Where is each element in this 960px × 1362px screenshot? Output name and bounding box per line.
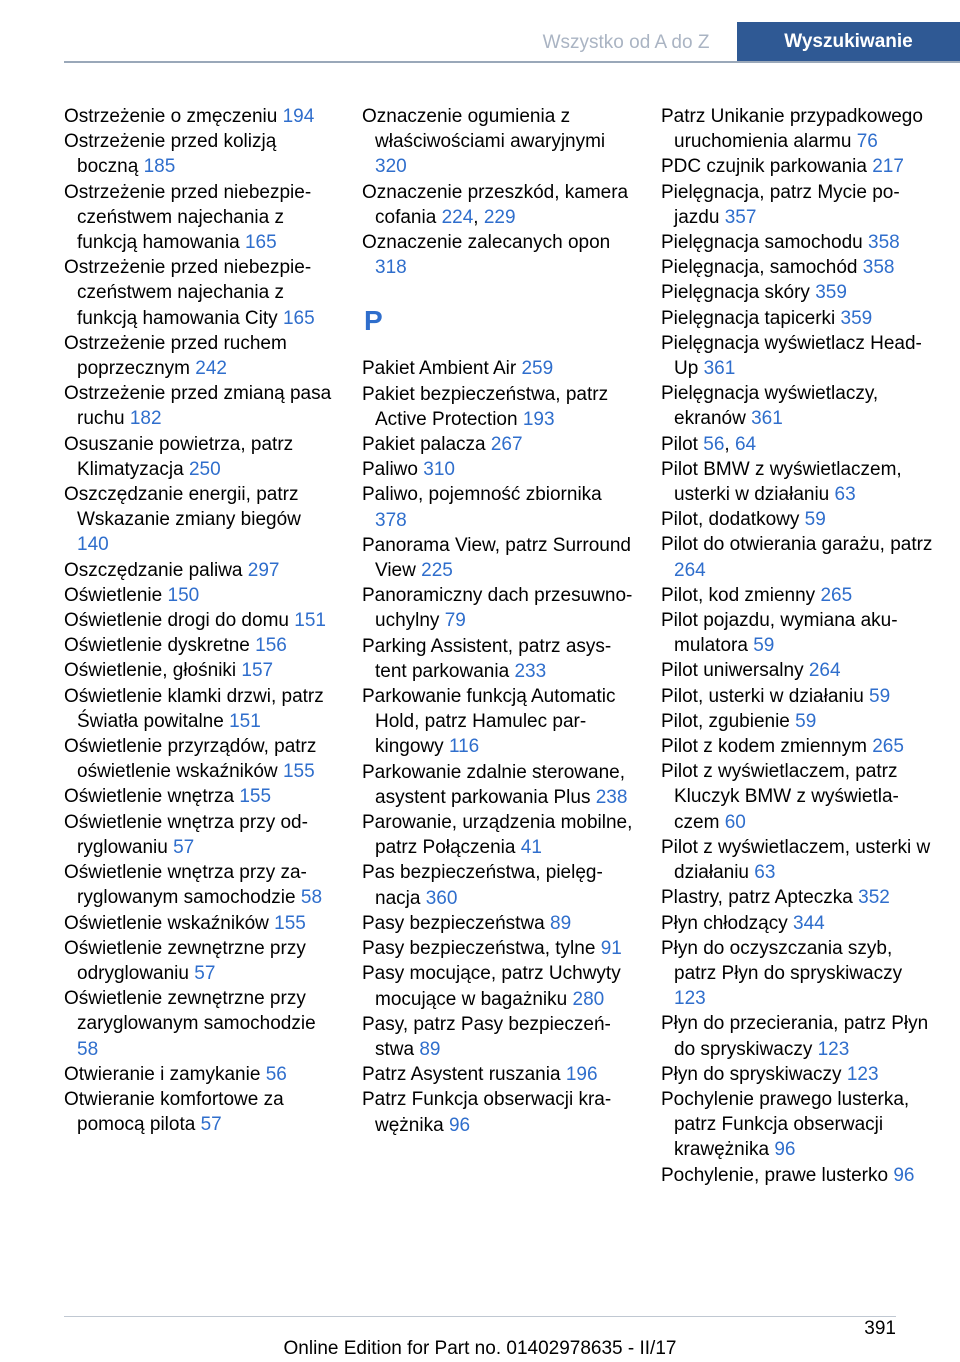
- page-reference-link[interactable]: 76: [856, 131, 878, 153]
- page-reference-link[interactable]: 250: [188, 458, 221, 480]
- page-reference-link[interactable]: 96: [774, 1139, 796, 1161]
- index-entry: Pilot 56, 64: [661, 433, 757, 455]
- index-entry-text: Płyn do oczyszczania szyb, patrz Płyn do spryskiwaczy: [661, 937, 903, 984]
- index-entry: [362, 432, 634, 457]
- index-entry-text: Plastry, patrz Apteczka: [661, 887, 853, 909]
- footer-divider: [64, 1316, 896, 1317]
- index-entry-text: Pilot: [661, 433, 698, 455]
- index-entry-text: Patrz Funkcja obserwacji krawężnika: [362, 1089, 612, 1136]
- index-entry-text: Oświetlenie zewnętrzne przy odryglowaniu: [64, 937, 306, 984]
- page-reference-link[interactable]: 58: [300, 887, 323, 909]
- page-reference-link[interactable]: 79: [444, 610, 466, 632]
- index-entry-text: Pilot, dodatkowy: [661, 509, 800, 531]
- page-reference-link[interactable]: 56: [703, 433, 725, 455]
- index-entry: [64, 608, 336, 633]
- index-entry-text: Pielęgnacja tapicerki: [661, 307, 836, 329]
- page-reference-link[interactable]: 259: [521, 358, 554, 380]
- index-entry-text: Płyn chłodzący: [661, 912, 788, 934]
- page-reference-link[interactable]: 352: [858, 887, 890, 909]
- index-entry-text: Oświetlenie wnętrza przy odryglowaniu: [64, 811, 308, 858]
- page-reference-link[interactable]: 194: [282, 106, 315, 127]
- index-entry-text: Oszczędzanie energii, patrz Wskazanie zmiany biegów: [64, 484, 301, 531]
- index-entry: [64, 1062, 336, 1087]
- page-reference-link[interactable]: 151: [229, 710, 261, 732]
- index-entry-text: Pochylenie, prawe lusterko: [661, 1164, 889, 1186]
- page-reference-link[interactable]: 360: [425, 887, 458, 909]
- index-entry: [661, 608, 933, 658]
- page-reference-link[interactable]: 359: [815, 282, 847, 304]
- index-entry: [64, 432, 336, 482]
- index-entry: [64, 104, 336, 129]
- index-entry-text: Pielęgnacja, patrz Mycie pojazdu: [661, 181, 900, 228]
- page-reference-link[interactable]: 265: [820, 584, 853, 606]
- index-entry-text: Ostrzeżenie przed kolizją boczną: [64, 131, 277, 178]
- page-reference-link[interactable]: 140: [77, 534, 109, 556]
- index-entry-text: Oznaczenie przeszkód, kamera cofania: [362, 181, 629, 228]
- page-reference-link[interactable]: 378: [375, 509, 407, 531]
- page-header: [0, 0, 960, 64]
- index-entry-text: Pilot pojazdu, wymiana akumulatora: [661, 610, 898, 657]
- index-entry-text: Osuszanie powietrza, patrz Klimatyzacja: [64, 433, 294, 480]
- index-entry: [661, 734, 933, 759]
- index-entry: [661, 1062, 933, 1087]
- index-entry-text: Oświetlenie wskaźników: [64, 912, 269, 934]
- page-reference-link[interactable]: 358: [868, 232, 900, 254]
- index-letter-heading: P: [364, 305, 383, 337]
- page-reference-link[interactable]: 297: [247, 559, 280, 581]
- index-column-2: [362, 104, 634, 1138]
- index-entry-text: PDC czujnik parkowania: [661, 156, 867, 178]
- index-entry: [362, 860, 634, 910]
- index-entry-text: Pakiet palacza: [362, 434, 486, 456]
- index-entry-text: Parkowanie funkcją Automatic Hold, patrz Hamulec parkingowy: [362, 686, 616, 758]
- index-entry-text: Ostrzeżenie przed niebezpieczeństwem najechania z funkcją hamowania City: [64, 257, 312, 329]
- index-entry-text: Parking Assistent, patrz asystent parkowania: [362, 635, 612, 682]
- index-entry-text: Pilot z wyświetlaczem, patrz Kluczyk BMW z wyświetlaczem: [661, 761, 899, 833]
- index-entry: [661, 658, 933, 683]
- page-reference-link[interactable]: 59: [795, 710, 817, 732]
- index-entry-text: Pielęgnacja samochodu: [661, 232, 863, 254]
- index-entry: [661, 684, 933, 709]
- index-entry-text: Parkowanie zdalnie sterowane, asystent parkowania Plus: [362, 761, 625, 808]
- index-entry: [64, 558, 336, 583]
- page-reference-link[interactable]: 58: [77, 1038, 99, 1060]
- index-entry: [64, 482, 336, 558]
- page-reference-link[interactable]: 280: [572, 988, 605, 1010]
- index-entry: [661, 709, 933, 734]
- index-entry-text: Pasy bezpieczeństwa, tylne: [362, 938, 596, 960]
- page-reference-link[interactable]: 233: [514, 660, 547, 682]
- page-reference-link[interactable]: 361: [703, 358, 736, 380]
- page-reference-link[interactable]: 264: [808, 660, 841, 682]
- page-reference-link[interactable]: 165: [244, 232, 277, 254]
- page-reference-link[interactable]: 165: [282, 307, 315, 329]
- index-entry-text: Pilot uniwersalny: [661, 660, 804, 682]
- index-entry-text: Pielęgnacja, samochód: [661, 257, 858, 279]
- page-reference-link[interactable]: 155: [274, 912, 306, 934]
- page-reference-link[interactable]: 156: [255, 635, 287, 657]
- index-entry-text: Pielęgnacja wyświetlacz Head-Up: [661, 332, 922, 380]
- index-entry: [661, 180, 933, 230]
- index-entry: [661, 331, 933, 381]
- index-entry: [64, 583, 336, 608]
- page-reference-link[interactable]: 229: [483, 206, 516, 228]
- edition-footer: Online Edition for Part no. 01402978635 - II/17: [283, 1338, 677, 1359]
- page-reference-link[interactable]: 89: [550, 912, 572, 934]
- index-entry-text: Oznaczenie ogumienia z właściwościami awaryjnymi: [362, 106, 606, 153]
- page-reference-link[interactable]: 238: [595, 786, 628, 808]
- page-reference-link[interactable]: 320: [375, 156, 407, 178]
- index-entry: [64, 684, 336, 734]
- page-reference-link[interactable]: 225: [421, 560, 453, 582]
- index-entry: [64, 860, 336, 910]
- tab-search[interactable]: Wyszukiwanie: [737, 22, 960, 62]
- index-entry-text: Płyn do przecierania, patrz Płyn do spryskiwaczy: [661, 1013, 929, 1060]
- index-entry-text: Ostrzeżenie przed ruchem poprzecznym: [64, 332, 287, 380]
- index-entry-text: Patrz Asystent ruszania: [362, 1064, 561, 1086]
- page-reference-link[interactable]: 193: [522, 408, 555, 430]
- index-entry: [64, 936, 336, 986]
- index-entry: [661, 835, 933, 885]
- index-entry-text: Oświetlenie drogi do domu: [64, 610, 289, 632]
- index-entry-text: Pilot, usterki w działaniu: [661, 685, 864, 707]
- index-entry: [64, 180, 336, 256]
- page-reference-link[interactable]: 224: [441, 206, 474, 228]
- index-entry-text: Pilot z kodem zmiennym: [661, 736, 867, 758]
- index-entry-text: Pilot, kod zmienny: [661, 584, 816, 606]
- index-entry-text: Paliwo, pojemność zbiornika: [362, 484, 602, 506]
- index-entry: [362, 382, 634, 432]
- index-entry-text: Otwieranie komfortowe za pomocą pilota: [64, 1088, 284, 1136]
- index-entry-text: Pilot, zgubienie: [661, 710, 790, 732]
- index-entry-text: Oświetlenie zewnętrzne przy zaryglowanym samochodzie: [64, 988, 316, 1035]
- index-entry-text: Pilot do otwierania garażu, patrz: [661, 534, 933, 556]
- index-entry: [64, 784, 336, 809]
- page-reference-link[interactable]: 359: [840, 307, 873, 329]
- index-entry: [661, 532, 933, 582]
- index-entry-text: Oświetlenie klamki drzwi, patrz Światła powitalne: [64, 685, 324, 732]
- index-entry: [362, 760, 634, 810]
- index-entry: [64, 734, 336, 784]
- page-reference-link[interactable]: 242: [195, 358, 227, 380]
- index-entry: [362, 634, 634, 684]
- index-entry-text: Oświetlenie, głośniki: [64, 660, 237, 682]
- index-column-3: [661, 104, 933, 1188]
- index-entry: [64, 331, 336, 381]
- page-reference-link[interactable]: 157: [241, 660, 274, 682]
- page-reference-link[interactable]: 96: [893, 1164, 915, 1186]
- index-entry-text: Pakiet Ambient Air: [362, 358, 517, 380]
- index-entry: [64, 986, 336, 1062]
- page-reference-link[interactable]: 57: [200, 1114, 222, 1136]
- page-reference-link[interactable]: 59: [869, 685, 891, 707]
- index-entry: [362, 961, 634, 1011]
- index-entry: [362, 936, 634, 961]
- index-entry: [362, 583, 634, 633]
- index-entry: [362, 230, 634, 280]
- index-entry-text: Ostrzeżenie przed niebezpieczeństwem najechania z funkcją hamowania: [64, 181, 312, 254]
- page-reference-link[interactable]: 155: [239, 786, 272, 808]
- index-entry: [64, 633, 336, 658]
- index-entry: [64, 381, 336, 431]
- page-reference-link[interactable]: 151: [294, 610, 326, 632]
- page-reference-link[interactable]: 56: [265, 1063, 287, 1085]
- page-reference-link[interactable]: 358: [862, 257, 895, 279]
- index-entry: [661, 280, 933, 305]
- page-reference-link[interactable]: 357: [724, 206, 757, 228]
- index-entry-text: Oświetlenie przyrządów, patrz oświetlenie wskaźników: [64, 736, 317, 783]
- index-entry: [362, 482, 634, 532]
- index-entry-text: Pasy mocujące, patrz Uchwyty mocujące w bagażniku: [362, 963, 621, 1010]
- index-entry-text: Pasy, patrz Pasy bezpieczeństwa: [362, 1013, 611, 1060]
- page-reference-link[interactable]: 185: [143, 156, 176, 178]
- index-entry-text: Płyn do spryskiwaczy: [661, 1063, 842, 1085]
- page-reference-link[interactable]: 57: [194, 962, 216, 984]
- index-entry: [362, 1012, 634, 1062]
- tab-section-a-to-z[interactable]: Wszystko od A do Z: [542, 32, 710, 53]
- index-entry: [661, 1011, 933, 1061]
- page-reference-link[interactable]: 361: [751, 408, 783, 430]
- page-reference-link[interactable]: 89: [419, 1038, 441, 1060]
- index-entry: [64, 658, 336, 683]
- page-reference-link[interactable]: 217: [872, 156, 904, 178]
- index-entry-text: Oszczędzanie paliwa: [64, 559, 243, 581]
- index-entry-text: Panoramiczny dach przesuwno-uchylny: [362, 585, 633, 632]
- index-entry: [661, 936, 933, 1012]
- index-entry: [661, 104, 933, 154]
- index-entry: [64, 810, 336, 860]
- page-reference-link[interactable]: 41: [520, 837, 542, 859]
- index-entry-text: Ostrzeżenie o zmęczeniu: [64, 106, 278, 127]
- index-entry: [64, 255, 336, 331]
- index-entry: [661, 583, 933, 608]
- page-reference-link[interactable]: 63: [834, 484, 856, 506]
- page-reference-link[interactable]: 57: [173, 836, 195, 858]
- page-reference-link[interactable]: 60: [724, 811, 746, 833]
- index-entry-text: Pasy bezpieczeństwa: [362, 912, 545, 934]
- index-entry: [661, 911, 933, 936]
- index-entry-text: Pilot BMW z wyświetlaczem, usterki w działaniu: [661, 458, 902, 506]
- index-entry-text: Parowanie, urządzenia mobilne, patrz Połączenia: [362, 812, 633, 859]
- index-entry-text: Panorama View, patrz Surround View: [362, 534, 631, 582]
- index-entry: [661, 1163, 933, 1188]
- index-entry-text: Pielęgnacja wyświetlaczy, ekranów: [661, 383, 879, 430]
- page-reference-link[interactable]: 318: [375, 257, 407, 279]
- page-reference-link[interactable]: 96: [448, 1114, 471, 1136]
- index-entry: [661, 1087, 933, 1163]
- page-reference-link[interactable]: 63: [754, 862, 776, 884]
- index-entry-text: Pielęgnacja skóry: [661, 282, 810, 304]
- index-entry: [362, 104, 634, 180]
- index-entry: [362, 356, 634, 381]
- page-reference-link[interactable]: 150: [167, 584, 200, 606]
- index-entry-text: Pochylenie prawego lusterka, patrz Funkcja obserwacji krawężnika: [661, 1088, 910, 1161]
- page-reference-link[interactable]: 310: [423, 459, 455, 481]
- index-entry: [661, 230, 933, 255]
- page-reference-link[interactable]: 155: [282, 761, 315, 783]
- index-entry-text: Oświetlenie wnętrza: [64, 786, 235, 808]
- page-reference-link[interactable]: 123: [817, 1038, 850, 1060]
- index-entry-text: Pilot z wyświetlaczem, usterki w działaniu: [661, 836, 931, 884]
- index-entry-text: Patrz Unikanie przypadkowego uruchomienia alarmu: [661, 106, 923, 153]
- index-entry: [362, 810, 634, 860]
- index-entry-text: Oznaczenie zalecanych opon: [362, 232, 611, 254]
- page-reference-link[interactable]: 64: [734, 433, 757, 455]
- page-reference-link[interactable]: 267: [490, 434, 523, 456]
- index-entry: [362, 533, 634, 583]
- index-entry-text: Ostrzeżenie przed zmianą pasa ruchu: [64, 383, 332, 430]
- page-reference-link[interactable]: 116: [448, 736, 480, 758]
- index-entry: [362, 1087, 634, 1137]
- index-column-1: [64, 104, 336, 1137]
- index-entry-text: Oświetlenie: [64, 584, 163, 606]
- index-entry: Oznaczenie przeszkód, kamera cofania 224, 229: [362, 181, 629, 228]
- index-entry-text: Oświetlenie wnętrza przy zaryglowanym samochodzie: [64, 862, 307, 909]
- page-reference-link[interactable]: 265: [872, 736, 904, 758]
- page-reference-link[interactable]: 182: [129, 408, 162, 430]
- index-entry: [362, 1062, 634, 1087]
- index-entry-text: Paliwo: [362, 459, 418, 481]
- page-number: 391: [864, 1318, 896, 1339]
- index-entry: [661, 759, 933, 835]
- index-entry: [64, 129, 336, 179]
- page-reference-link[interactable]: 264: [674, 559, 706, 581]
- index-entry: [362, 911, 634, 936]
- index-entry: [661, 885, 933, 910]
- index-entry-text: Pakiet bezpieczeństwa, patrz Active Protection: [362, 383, 609, 430]
- index-entry-text: Pas bezpieczeństwa, pielęgnacja: [362, 862, 603, 909]
- index-entry: [362, 684, 634, 760]
- page-reference-link[interactable]: 123: [846, 1063, 879, 1085]
- index-entry-text: Oświetlenie dyskretne: [64, 635, 250, 657]
- index-entry: [64, 1087, 336, 1137]
- index-entry: [661, 507, 933, 532]
- index-entry: [661, 255, 933, 280]
- index-entry: [661, 306, 933, 331]
- page-reference-link[interactable]: 344: [793, 912, 825, 934]
- page-reference-link[interactable]: 123: [674, 988, 706, 1010]
- index-entry: [362, 457, 634, 482]
- index-entry: [661, 381, 933, 431]
- index-entry: [64, 911, 336, 936]
- page-reference-link[interactable]: 196: [565, 1064, 598, 1086]
- header-divider: [64, 61, 960, 63]
- page-reference-link[interactable]: 59: [804, 509, 826, 531]
- page-reference-link[interactable]: 91: [600, 938, 622, 960]
- index-entry: [661, 457, 933, 507]
- page-reference-link[interactable]: 59: [753, 635, 775, 657]
- index-entry: [661, 154, 933, 179]
- index-entry-text: Otwieranie i zamykanie: [64, 1063, 261, 1085]
